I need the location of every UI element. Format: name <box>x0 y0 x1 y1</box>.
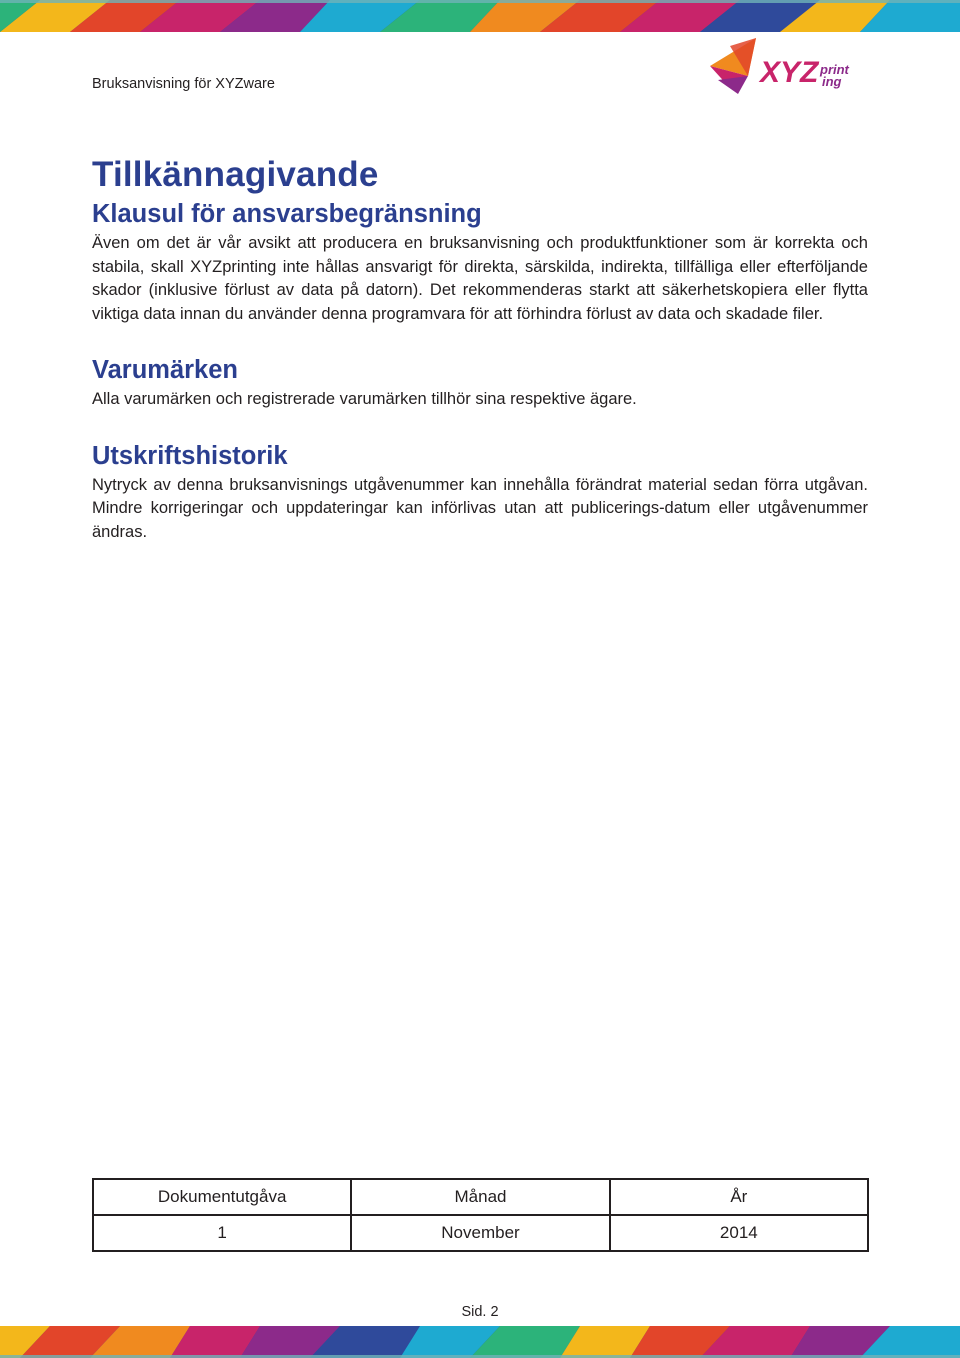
svg-text:print: print <box>820 62 849 77</box>
svg-text:ing: ing <box>822 74 842 89</box>
main-content <box>92 152 868 544</box>
revision-table <box>92 1178 869 1252</box>
section-heading-liability: Klausul för ansvarsbegränsning <box>92 200 482 228</box>
section-text-print-history: Nytryck av denna bruksanvisnings utgåvenummer kan innehålla förändrat material sedan förra utgåvan. Mindre korrigeringar och uppdateringar kan införlivas utan att publicerings-datum eller utgåvenummer ändras. <box>92 475 868 541</box>
bottom-decorative-band <box>0 1326 960 1358</box>
table-cell-year: 2014 <box>610 1215 868 1251</box>
table-header-cell: Dokumentutgåva <box>93 1179 351 1215</box>
table-header-row <box>93 1179 868 1215</box>
table-cell-month: November <box>351 1215 609 1251</box>
top-decorative-band <box>0 0 960 32</box>
table-header-cell: År <box>610 1179 868 1215</box>
section-heading-trademarks: Varumärken <box>92 356 239 384</box>
section-text-liability: Även om det är vår avsikt att producera en bruksanvisning och produktfunktioner som är korrekta och stabila, skall XYZprinting inte hållas ansvarigt för direkta, särskilda, indirekta, tillfälliga eller efterföljande skador (inklusive förlust av data på datorn). Det rekommenderas starkt att säkerhetskopiera eller flytta viktiga data innan du använder denna programvara för att förhindra förlust av data och skadade filer. <box>92 234 868 323</box>
svg-text:XYZ: XYZ <box>760 56 819 89</box>
section-heading-print-history: Utskriftshistorik <box>92 441 288 470</box>
xyzprinting-logo <box>708 36 873 96</box>
table-header-cell: Månad <box>351 1179 609 1215</box>
page-title: Tillkännagivande <box>92 155 379 194</box>
page-number: Sid. 2 <box>461 1304 499 1320</box>
table-row <box>93 1215 868 1251</box>
running-header-title: Bruksanvisning för XYZware <box>92 76 275 92</box>
section-text-trademarks: Alla varumärken och registrerade varumärken tillhör sina respektive ägare. <box>92 390 637 408</box>
table-cell-edition: 1 <box>93 1215 351 1251</box>
